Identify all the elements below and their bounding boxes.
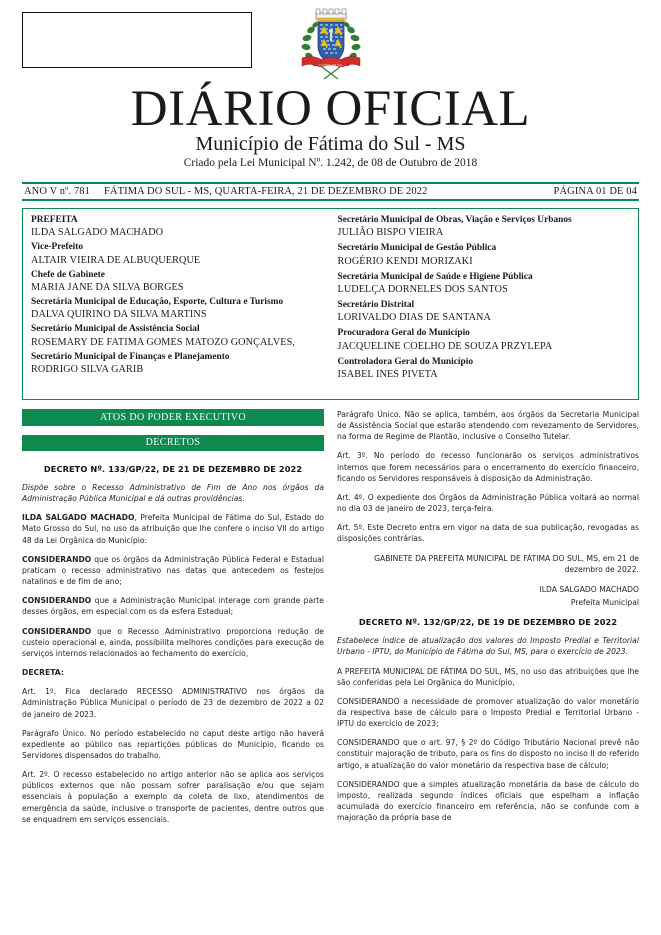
- issue-year-number: ANO V nº. 781: [24, 186, 91, 197]
- considerando-text: que os órgãos da Administração Pública Federal e Estadual praticam o recesso administrativo nas datas que antecedem os festejos natalinos e de fim de ano;: [22, 554, 324, 587]
- official-role: Secretário Municipal de Obras, Viação e Serviços Urbanos: [337, 215, 572, 225]
- official-role: PREFEITA: [31, 215, 78, 225]
- official-name: RODRIGO SILVA GARIB: [31, 364, 144, 376]
- official-role: Secretário Municipal de Gestão Pública: [337, 243, 497, 254]
- creation-law-line: Criado pela Lei Municipal Nº. 1.242, de 08 de Outubro de 2018: [183, 157, 478, 169]
- issue-bar: [22, 182, 639, 201]
- decreta-label: DECRETA:: [22, 668, 64, 678]
- decree-133-paragrafo-unico-1: Parágrafo Único. No período estabelecido no caput deste artigo não haverá expediente ao público nas repartições públicas do Município, ficando os Servidores dispensados do trabalho.: [22, 728, 324, 760]
- considerando-label: CONSIDERANDO: [22, 596, 92, 606]
- coat-of-arms-icon: [294, 6, 368, 82]
- official-role: Secretário Distrital: [337, 300, 415, 311]
- decree-133-heading: DECRETO Nº. 133/GP/22, DE 21 DE DEZEMBRO DE 2022: [43, 464, 303, 474]
- official-role: Secretário Municipal de Assistência Social: [31, 324, 200, 335]
- page-indicator: PÁGINA 01 DE 04: [553, 186, 637, 197]
- column-left: [22, 409, 324, 921]
- official-name: LUDELÇA DORNELES DOS SANTOS: [337, 284, 508, 296]
- decree-133-art-2: Art. 2º. O recesso estabelecido no artigo anterior não se aplica aos serviços públicos externos que não possam sofrer paralisação e/ou que sejam essenciais à população a exemplo da coleta de lixo, atendimentos de emergência da saúde, inclusive o transporte de pacientes, dentre outros que se enquadrem em serviços essenciais.: [22, 770, 324, 824]
- page-title: DIÁRIO OFICIAL: [130, 81, 531, 137]
- decree-133-considerando-3: [22, 626, 324, 659]
- official-role: Secretário Municipal de Finanças e Planejamento: [31, 351, 230, 362]
- official-role: Controladora Geral do Município: [337, 356, 474, 367]
- section-band-atos-do-poder-executivo: ATOS DO PODER EXECUTIVO: [22, 409, 324, 426]
- considerando-text: que a Administração Municipal interage com grande parte desses órgãos, em especial com os da esfera Estadual;: [22, 596, 324, 617]
- official-role: Secretária Municipal de Educação, Esporte, Cultura e Turismo: [31, 297, 284, 308]
- official-name: LORIVALDO DIAS DE SANTANA: [337, 312, 491, 324]
- decree-133-preamble: [22, 512, 324, 545]
- decree-132-preamble: A PREFEITA MUNICIPAL DE FÁTIMA DO SUL, MS, no uso das atribuições que lhe são conferidas pela Lei Orgânica do Município,: [337, 666, 639, 687]
- decree-133-art-3: Art. 3º. No período do recesso funcionarão os serviços administrativos internos que forem necessários para o encerramento do exercício financeiro, ficando os Servidores responsáveis à disposição da Administração.: [337, 451, 639, 483]
- decree-132-heading: DECRETO Nº. 132/GP/22, DE 19 DE DEZEMBRO DE 2022: [358, 617, 618, 628]
- decree-133-art-1: Art. 1º. Fica declarado RECESSO ADMINISTRATIVO nos órgãos da Administração Pública Municipal o período de 23 de dezembro de 2022 a 02 de janeiro de 2023.: [22, 687, 324, 719]
- official-role: Procuradora Geral do Município: [337, 328, 470, 339]
- official-name: MARIA JANE DA SILVA BORGES: [31, 282, 184, 294]
- official-role: Chefe de Gabinete: [31, 269, 105, 280]
- official-name: DALVA QUIRINO DA SILVA MARTINS: [31, 309, 207, 321]
- official-name: ROSEMARY DE FATIMA GOMES MATOZO GONÇALVES,: [31, 336, 296, 348]
- decree-133-art-4: Art. 4º. O expediente dos Órgãos da Administração Pública voltará ao normal no dia 03 de janeiro de 2023, terça-feira.: [337, 492, 639, 514]
- official-name: ILDA SALGADO MACHADO: [31, 227, 164, 239]
- officials-box: [22, 208, 639, 400]
- official-name: ALTAIR VIEIRA DE ALBUQUERQUE: [31, 254, 201, 266]
- considerando-label: CONSIDERANDO: [22, 626, 92, 636]
- official-role: Vice-Prefeito: [31, 242, 84, 253]
- decree-132-considerando-2: CONSIDERANDO que o art. 97, § 2º do Código Tributário Nacional prevê não constituir majoração de tributo, para os fins do disposto no inciso II do referido artigo, a atualização do valor monetário da respectiva base de cálculo;: [337, 738, 639, 770]
- officials-column-left: [31, 214, 324, 393]
- decree-133-considerando-2: [22, 595, 324, 617]
- signature-stamp-box: [22, 12, 252, 68]
- decree-132-considerando-3: CONSIDERANDO que a simples atualização monetária da base de cálculo do imposto, realizada segundo índices oficiais que espelham a inflação acumulada do exercício financeiro em referência, não se confunde com a majoração da própria base de: [337, 779, 639, 823]
- considerando-label: CONSIDERANDO: [22, 554, 92, 564]
- content-columns: [22, 409, 639, 921]
- official-name: JULIÃO BISPO VIEIRA: [337, 227, 444, 239]
- decree-133-considerando-1: [22, 554, 324, 587]
- decree-133-preamble-signer: ILDA SALGADO MACHADO: [22, 513, 135, 523]
- svg-text:FÁTIMA DO SUL: FÁTIMA DO SUL: [318, 63, 343, 67]
- official-name: ISABEL INES PIVETA: [337, 369, 438, 381]
- official-role: Secretária Municipal de Saúde e Higiene Pública: [337, 271, 533, 282]
- decree-133-signature-title: Prefeita Municipal: [570, 598, 639, 608]
- decree-133-paragrafo-unico-2: Parágrafo Único. Não se aplica, também, aos órgãos da Secretaria Municipal de Assistência Social que estarão atendendo com revezamento de Servidores, na forma de Regime de Plantão, inclusive o Conselho Tutelar.: [337, 410, 639, 442]
- decree-133-preamble-text: , Prefeita Municipal de Fátima do Sul, Estado do Mato Grosso do Sul, no uso da atribuição que lhe confere o inciso VII do artigo 48 da Lei Orgânica do Município:: [22, 513, 324, 545]
- considerando-text: que o Recesso Administrativo proporciona redução de custeio operacional e, ainda, possibilita melhores condições para execução de serviços internos relacionados ao fechamento do exercício,: [22, 626, 324, 658]
- decree-133-art-5: Art. 5º. Este Decreto entra em vigor na data de sua publicação, revogadas as disposições contrárias.: [337, 523, 639, 544]
- decree-133-gabinete-line: GABINETE DA PREFEITA MUNICIPAL DE FÁTIMA DO SUL, MS, em 21 de dezembro de 2022.: [374, 553, 639, 574]
- official-name: JACQUELINE COELHO DE SOUZA PRZYLEPA: [337, 340, 553, 352]
- decree-132-ementa: Estabelece índice de atualização dos valores do Imposto Predial e Territorial Urbano - IPTU, do Município de Fátima do Sul, MS, para o exercício de 2023.: [337, 636, 639, 657]
- decree-133-signature-name: ILDA SALGADO MACHADO: [539, 584, 639, 594]
- decree-133-ementa: Dispõe sobre o Recesso Administrativo de Fim de Ano nos órgãos da Administração Pública Municipal e dá outras providências.: [22, 483, 324, 504]
- officials-column-right: [338, 214, 631, 393]
- decree-132-considerando-1: CONSIDERANDO a necessidade de promover atualização do valor monetário da respectiva base de cálculo para o Imposto Predial e Territorial Urbano - IPTU do exercício de 2023;: [337, 696, 639, 729]
- column-right: [337, 409, 639, 921]
- official-name: ROGÉRIO KENDI MORIZAKI: [337, 255, 473, 267]
- section-band-decretos: DECRETOS: [22, 435, 324, 452]
- masthead: [22, 0, 639, 172]
- issue-place-date: FÁTIMA DO SUL - MS, QUARTA-FEIRA, 21 DE DEZEMBRO DE 2022: [104, 186, 428, 197]
- municipality-subtitle: Município de Fátima do Sul - MS: [195, 133, 466, 155]
